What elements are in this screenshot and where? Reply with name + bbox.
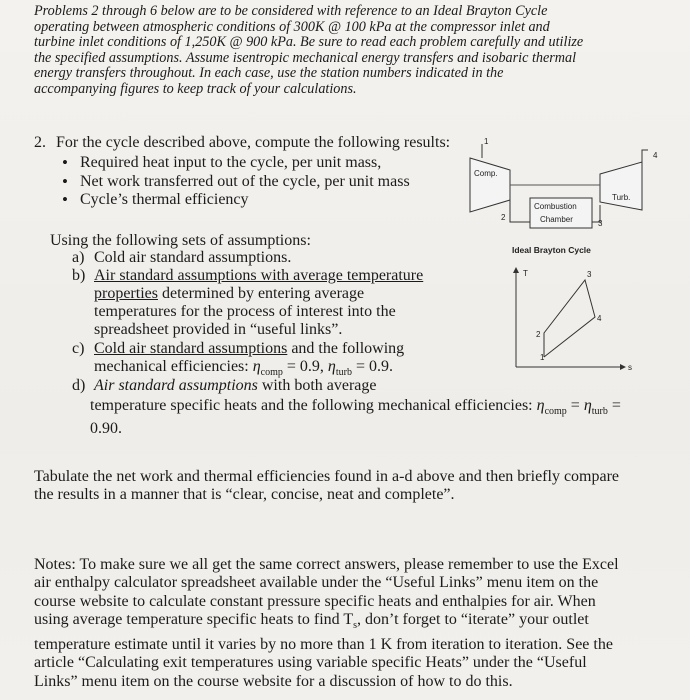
intro-paragraph bbox=[34, 4, 664, 98]
t-axis-label: T bbox=[523, 269, 528, 278]
text-span: , don’t forget to “iterate” your outlet bbox=[357, 611, 589, 629]
text-line: article “Calculating exit temperatures using variable specific Heats” under the “Useful bbox=[34, 654, 587, 672]
item-text: Cold air standard assumptions. bbox=[94, 249, 292, 266]
notes-paragraph bbox=[34, 556, 664, 691]
station-3-label: 3 bbox=[598, 219, 603, 228]
subscript: turb bbox=[591, 406, 608, 418]
assumption-b-line3: temperatures for the process of interest into the bbox=[94, 303, 396, 320]
eta-symbol: η bbox=[583, 397, 592, 414]
intro-line: operating between atmospheric conditions of 300K @ 100 kPa at the compressor inlet and bbox=[34, 18, 550, 35]
ts-station-2: 2 bbox=[536, 330, 541, 339]
intro-line: turbine inlet conditions of 1,250K @ 900 kPa. Be sure to read each problem carefully and utilize bbox=[34, 34, 584, 51]
cycle-schematic bbox=[470, 137, 658, 228]
item-text: temperature specific heats and the following mechanical efficiencies: bbox=[90, 397, 537, 414]
eta-symbol: η bbox=[327, 358, 336, 375]
s-axis-label: s bbox=[628, 363, 632, 372]
assumption-a bbox=[72, 249, 291, 266]
brayton-figures bbox=[460, 130, 690, 390]
ts-station-3: 3 bbox=[587, 270, 592, 279]
assumptions-title: Using the following sets of assumptions: bbox=[50, 232, 311, 249]
underlined-text: properties bbox=[94, 285, 158, 302]
intro-line: accompanying figures to keep track of your calculations. bbox=[34, 80, 357, 97]
assumption-b bbox=[72, 267, 423, 284]
item-text: and the following bbox=[287, 340, 405, 357]
compressor-outlet-line bbox=[510, 200, 530, 222]
item-text: = bbox=[566, 397, 584, 414]
t-axis-arrow bbox=[513, 267, 519, 273]
subscript: s bbox=[353, 620, 358, 632]
item-label: a) bbox=[72, 249, 85, 266]
italic-text: Air standard assumptions bbox=[94, 377, 258, 394]
ts-station-1: 1 bbox=[540, 353, 545, 362]
combustion-label: Combustion bbox=[534, 202, 577, 211]
exhaust-line bbox=[642, 150, 648, 162]
eta-symbol: η bbox=[536, 397, 545, 414]
text-line: Tabulate the net work and thermal efficiencies found in a-d above and then briefly compare bbox=[34, 468, 620, 485]
underlined-text: Cold air standard assumptions bbox=[94, 340, 288, 357]
turbine-shape bbox=[600, 162, 642, 210]
ts-station-4: 4 bbox=[597, 314, 602, 323]
item-label: d) bbox=[72, 377, 86, 394]
item-label: b) bbox=[72, 267, 86, 284]
text-line bbox=[34, 611, 664, 636]
text-line: air enthalpy calculator spreadsheet available under the “Useful Links” menu item on the bbox=[34, 574, 599, 592]
assumption-c bbox=[72, 340, 404, 357]
list-item: • Cycle’s thermal efficiency bbox=[62, 191, 410, 210]
text-line: course website to calculate constant pressure specific heats and enthalpies for air. When bbox=[34, 592, 596, 610]
item-text: mechanical efficiencies: bbox=[94, 358, 253, 375]
text-line: temperature estimate until it varies by no more than 1 K from iteration to iteration. See the bbox=[34, 635, 613, 653]
item-text: Air standard assumptions with average temperature bbox=[94, 267, 424, 284]
chamber-label: Chamber bbox=[540, 215, 573, 224]
text-span: using average temperature specific heats to find T bbox=[34, 611, 354, 629]
compressor-shape bbox=[470, 158, 510, 212]
question-heading: For the cycle described above, compute the following results: bbox=[56, 134, 451, 151]
cycle-path bbox=[544, 280, 595, 357]
assumption-b-line2 bbox=[94, 285, 364, 302]
subscript: comp bbox=[544, 406, 567, 418]
text-line: Links” menu item on the course website for a discussion of how to do this. bbox=[34, 672, 513, 690]
subscript: comp bbox=[260, 367, 283, 379]
eta-symbol: η bbox=[252, 358, 261, 375]
station-1-label: 1 bbox=[484, 137, 489, 146]
text-line: Notes: To make sure we all get the same correct answers, please remember to use the Excel bbox=[34, 556, 619, 573]
compressor-label: Comp. bbox=[474, 169, 498, 178]
subscript: turb bbox=[335, 367, 352, 379]
station-4-label: 4 bbox=[653, 151, 658, 160]
list-item: • Net work transferred out of the cycle, per unit mass bbox=[62, 173, 410, 192]
list-item: • Required heat input to the cycle, per unit mass, bbox=[62, 154, 410, 173]
results-list bbox=[62, 154, 410, 210]
ts-diagram bbox=[513, 267, 632, 372]
question-number: 2. bbox=[34, 134, 46, 151]
intro-line: energy transfers throughout. In each case, use the station numbers indicated in the bbox=[34, 65, 504, 82]
item-text: with both average bbox=[257, 377, 377, 394]
assumption-b-line4: spreadsheet provided in “useful links”. bbox=[94, 321, 343, 338]
assumption-d bbox=[72, 377, 377, 394]
s-axis-arrow bbox=[620, 364, 626, 370]
intro-line: Problems 2 through 6 below are to be considered with reference to an Ideal Brayton Cycle bbox=[34, 3, 548, 19]
tabulate-instruction bbox=[34, 468, 674, 504]
item-text: = 0.9, bbox=[282, 358, 328, 375]
text-line: the results in a manner that is “clear, concise, neat and complete”. bbox=[34, 486, 455, 503]
item-text: = 0.9. bbox=[351, 358, 393, 375]
turbine-label: Turb. bbox=[612, 193, 631, 202]
assumption-d-line3: 0.90. bbox=[90, 420, 122, 437]
item-text: determined by entering average bbox=[157, 285, 365, 302]
intro-line: the specified assumptions. Assume isentropic mechanical energy transfers and isobaric thermal bbox=[34, 49, 577, 66]
item-text: = bbox=[607, 397, 621, 414]
assumption-d-line2 bbox=[90, 397, 690, 420]
cycle-title: Ideal Brayton Cycle bbox=[512, 245, 591, 255]
station-2-label: 2 bbox=[501, 213, 506, 222]
item-label: c) bbox=[72, 340, 85, 357]
